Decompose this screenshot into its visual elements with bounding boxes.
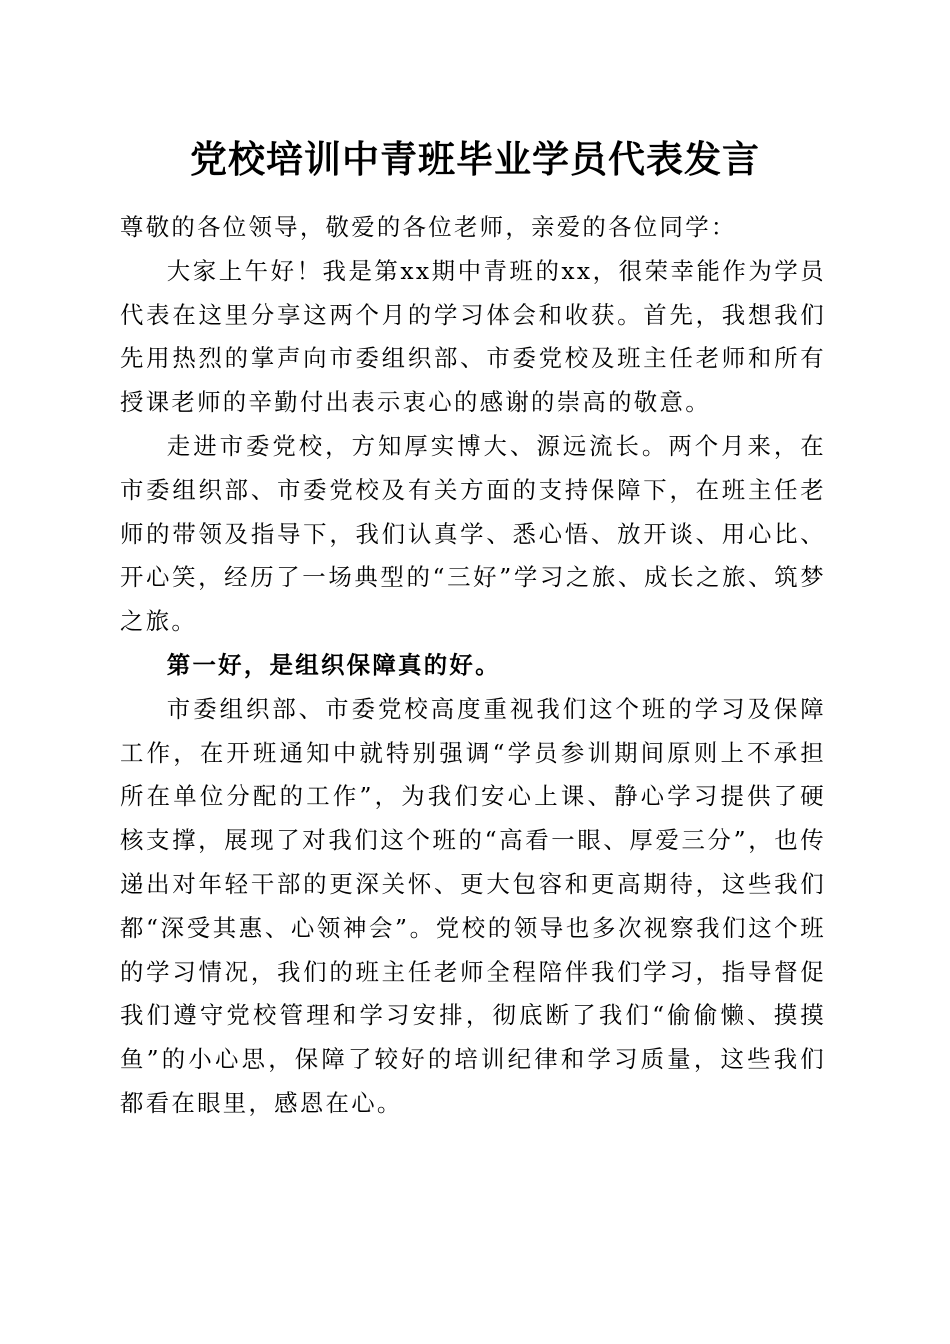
salutation: 尊敬的各位领导，敬爱的各位老师，亲爱的各位同学：	[120, 213, 737, 241]
paragraph-introduction: 走进市委党校，方知厚实博大、源远流长。两个月来，在市委组织部、市委党校及有关方面的支持保障下，在班主任老师的带领及指导下，我们认真学、悉心悟、放开谈、用心比、开心笑，经历了一场典型的“三好”学习之旅、成长之旅、筑梦之旅。	[120, 431, 826, 636]
document-body	[120, 206, 826, 1126]
paragraph-greeting: 大家上午好！我是第xx期中青班的xx，很荣幸能作为学员代表在这里分享这两个月的学习体会和收获。首先，我想我们先用热烈的掌声向市委组织部、市委党校及班主任老师和所有授课老师的辛勤付出表示衷心的感谢的崇高的敬意。	[120, 256, 826, 417]
paragraph-organization-support: 市委组织部、市委党校高度重视我们这个班的学习及保障工作，在开班通知中就特别强调“学员参训期间原则上不承担所在单位分配的工作”，为我们安心上课、静心学习提供了硬核支撑，展现了对我们这个班的“高看一眼、厚爱三分”，也传递出对年轻干部的更深关怀、更大包容和更高期待，这些我们都“深受其惠、心领神会”。党校的领导也多次视察我们这个班的学习情况，我们的班主任老师全程陪伴我们学习，指导督促我们遵守党校管理和学习安排，彻底断了我们“偷偷懒、摸摸鱼”的小心思，保障了较好的培训纪律和学习质量，这些我们都看在眼里，感恩在心。	[120, 694, 826, 1117]
page-title: 党校培训中青班毕业学员代表发言	[190, 137, 760, 181]
section-heading-first-good: 第一好，是组织保障真的好。	[166, 650, 501, 679]
